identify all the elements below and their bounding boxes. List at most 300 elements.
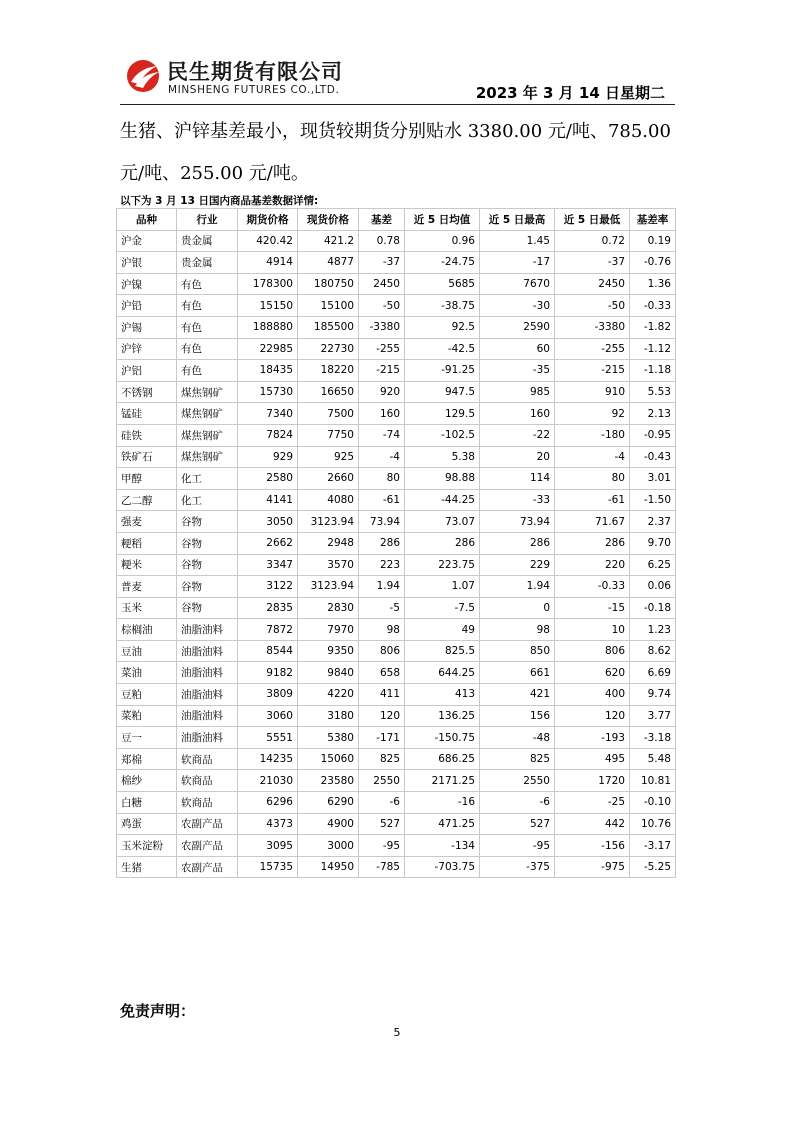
futures-price-cell: 2835	[238, 597, 298, 619]
basis-rate-cell: -0.76	[630, 252, 676, 274]
variety-cell: 沪银	[117, 252, 177, 274]
variety-cell: 沪铅	[117, 295, 177, 317]
futures-price-cell: 929	[238, 446, 298, 468]
basis-rate-cell: 0.19	[630, 230, 676, 252]
low5-cell: 2450	[555, 273, 630, 295]
basis-rate-cell: 1.23	[630, 619, 676, 641]
basis-cell: 527	[359, 813, 405, 835]
basis-cell: -255	[359, 338, 405, 360]
high5-cell: -6	[480, 792, 555, 814]
futures-price-cell: 3347	[238, 554, 298, 576]
high5-cell: 985	[480, 381, 555, 403]
spot-price-cell: 4900	[298, 813, 359, 835]
low5-cell: 0.72	[555, 230, 630, 252]
variety-cell: 玉米淀粉	[117, 835, 177, 857]
basis-cell: -50	[359, 295, 405, 317]
industry-cell: 油脂油料	[177, 705, 238, 727]
futures-price-cell: 7824	[238, 424, 298, 446]
basis-rate-cell: 2.37	[630, 511, 676, 533]
variety-cell: 菜粕	[117, 705, 177, 727]
industry-cell: 贵金属	[177, 252, 238, 274]
low5-cell: -180	[555, 424, 630, 446]
high5-cell: 850	[480, 640, 555, 662]
industry-cell: 谷物	[177, 576, 238, 598]
spot-price-cell: 3000	[298, 835, 359, 857]
futures-price-cell: 2580	[238, 468, 298, 490]
low5-cell: -156	[555, 835, 630, 857]
avg5-cell: 223.75	[405, 554, 480, 576]
table-row	[117, 619, 676, 641]
low5-cell: -3380	[555, 316, 630, 338]
high5-cell: -22	[480, 424, 555, 446]
basis-cell: -3380	[359, 316, 405, 338]
high5-cell: 229	[480, 554, 555, 576]
basis-cell: -61	[359, 489, 405, 511]
table-row	[117, 597, 676, 619]
variety-cell: 豆一	[117, 727, 177, 749]
high5-cell: 825	[480, 748, 555, 770]
spot-price-cell: 15060	[298, 748, 359, 770]
basis-cell: -171	[359, 727, 405, 749]
table-row	[117, 252, 676, 274]
avg5-cell: 947.5	[405, 381, 480, 403]
low5-cell: 442	[555, 813, 630, 835]
basis-rate-cell: -0.95	[630, 424, 676, 446]
spot-price-cell: 23580	[298, 770, 359, 792]
basis-cell: 825	[359, 748, 405, 770]
logo-text-en: MINSHENG FUTURES CO.,LTD.	[168, 84, 340, 96]
basis-rate-cell: -0.43	[630, 446, 676, 468]
avg5-cell: 92.5	[405, 316, 480, 338]
variety-cell: 硅铁	[117, 424, 177, 446]
avg5-cell: -91.25	[405, 360, 480, 382]
basis-cell: 806	[359, 640, 405, 662]
basis-rate-cell: -1.12	[630, 338, 676, 360]
industry-cell: 农副产品	[177, 835, 238, 857]
variety-cell: 粳米	[117, 554, 177, 576]
basis-cell: 286	[359, 532, 405, 554]
low5-cell: 910	[555, 381, 630, 403]
avg5-cell: -703.75	[405, 856, 480, 878]
basis-cell: 2550	[359, 770, 405, 792]
industry-cell: 有色	[177, 295, 238, 317]
futures-price-cell: 9182	[238, 662, 298, 684]
low5-cell: 120	[555, 705, 630, 727]
basis-cell: 160	[359, 403, 405, 425]
header-5day-high: 近 5 日最高	[480, 209, 555, 231]
futures-price-cell: 15735	[238, 856, 298, 878]
company-logo	[125, 56, 375, 100]
futures-price-cell: 4914	[238, 252, 298, 274]
low5-cell: -193	[555, 727, 630, 749]
variety-cell: 沪金	[117, 230, 177, 252]
high5-cell: 114	[480, 468, 555, 490]
variety-cell: 强麦	[117, 511, 177, 533]
basis-cell: -37	[359, 252, 405, 274]
variety-cell: 锰硅	[117, 403, 177, 425]
low5-cell: 71.67	[555, 511, 630, 533]
basis-cell: -6	[359, 792, 405, 814]
high5-cell: 20	[480, 446, 555, 468]
basis-cell: -4	[359, 446, 405, 468]
low5-cell: -25	[555, 792, 630, 814]
spot-price-cell: 2830	[298, 597, 359, 619]
avg5-cell: -16	[405, 792, 480, 814]
variety-cell: 豆油	[117, 640, 177, 662]
high5-cell: 7670	[480, 273, 555, 295]
high5-cell: 2590	[480, 316, 555, 338]
page-header	[120, 56, 675, 105]
table-row	[117, 835, 676, 857]
low5-cell: -215	[555, 360, 630, 382]
basis-cell: 411	[359, 684, 405, 706]
table-row	[117, 662, 676, 684]
header-futures-price: 期货价格	[238, 209, 298, 231]
avg5-cell: 686.25	[405, 748, 480, 770]
variety-cell: 不锈钢	[117, 381, 177, 403]
header-5day-avg: 近 5 日均值	[405, 209, 480, 231]
variety-cell: 棉纱	[117, 770, 177, 792]
industry-cell: 农副产品	[177, 813, 238, 835]
avg5-cell: -102.5	[405, 424, 480, 446]
avg5-cell: 2171.25	[405, 770, 480, 792]
basis-rate-cell: 3.01	[630, 468, 676, 490]
avg5-cell: 98.88	[405, 468, 480, 490]
low5-cell: 1720	[555, 770, 630, 792]
table-row	[117, 511, 676, 533]
table-row	[117, 576, 676, 598]
table-row	[117, 856, 676, 878]
avg5-cell: 1.07	[405, 576, 480, 598]
basis-cell: -215	[359, 360, 405, 382]
spot-price-cell: 5380	[298, 727, 359, 749]
avg5-cell: -24.75	[405, 252, 480, 274]
basis-rate-cell: -0.10	[630, 792, 676, 814]
low5-cell: -255	[555, 338, 630, 360]
avg5-cell: -38.75	[405, 295, 480, 317]
table-row	[117, 230, 676, 252]
high5-cell: 286	[480, 532, 555, 554]
table-row	[117, 554, 676, 576]
basis-rate-cell: 1.36	[630, 273, 676, 295]
basis-rate-cell: 5.48	[630, 748, 676, 770]
basis-cell: -5	[359, 597, 405, 619]
spot-price-cell: 7970	[298, 619, 359, 641]
high5-cell: 661	[480, 662, 555, 684]
avg5-cell: 825.5	[405, 640, 480, 662]
variety-cell: 郑棉	[117, 748, 177, 770]
table-row	[117, 360, 676, 382]
industry-cell: 化工	[177, 489, 238, 511]
futures-price-cell: 3095	[238, 835, 298, 857]
industry-cell: 油脂油料	[177, 684, 238, 706]
table-body	[117, 230, 676, 878]
basis-rate-cell: 6.25	[630, 554, 676, 576]
intro-paragraph	[120, 111, 680, 195]
industry-cell: 有色	[177, 338, 238, 360]
basis-cell: 223	[359, 554, 405, 576]
variety-cell: 白糖	[117, 792, 177, 814]
low5-cell: 80	[555, 468, 630, 490]
table-row	[117, 381, 676, 403]
high5-cell: 1.94	[480, 576, 555, 598]
futures-price-cell: 420.42	[238, 230, 298, 252]
high5-cell: -48	[480, 727, 555, 749]
basis-rate-cell: -5.25	[630, 856, 676, 878]
disclaimer-heading: 免责声明：	[120, 1002, 196, 1020]
basis-rate-cell: 0.06	[630, 576, 676, 598]
futures-price-cell: 2662	[238, 532, 298, 554]
futures-price-cell: 4141	[238, 489, 298, 511]
avg5-cell: 5.38	[405, 446, 480, 468]
low5-cell: 220	[555, 554, 630, 576]
avg5-cell: 136.25	[405, 705, 480, 727]
futures-price-cell: 15730	[238, 381, 298, 403]
table-row	[117, 684, 676, 706]
basis-rate-cell: 6.69	[630, 662, 676, 684]
basis-cell: -785	[359, 856, 405, 878]
intro-line-1: 生猪、沪锌基差最小，现货较期货分别贴水 3380.00 元/吨、785.00	[120, 121, 671, 142]
table-row	[117, 727, 676, 749]
basis-rate-cell: 9.74	[630, 684, 676, 706]
avg5-cell: -150.75	[405, 727, 480, 749]
spot-price-cell: 4080	[298, 489, 359, 511]
table-row	[117, 748, 676, 770]
futures-price-cell: 21030	[238, 770, 298, 792]
page-number: 5	[393, 1026, 401, 1039]
avg5-cell: -44.25	[405, 489, 480, 511]
spot-price-cell: 3123.94	[298, 511, 359, 533]
spot-price-cell: 15100	[298, 295, 359, 317]
basis-cell: 920	[359, 381, 405, 403]
variety-cell: 铁矿石	[117, 446, 177, 468]
low5-cell: 92	[555, 403, 630, 425]
industry-cell: 油脂油料	[177, 727, 238, 749]
high5-cell: 156	[480, 705, 555, 727]
high5-cell: 73.94	[480, 511, 555, 533]
header-basis-rate: 基差率	[630, 209, 676, 231]
high5-cell: -95	[480, 835, 555, 857]
variety-cell: 棕榈油	[117, 619, 177, 641]
high5-cell: 527	[480, 813, 555, 835]
header-spot-price: 现货价格	[298, 209, 359, 231]
industry-cell: 谷物	[177, 554, 238, 576]
variety-cell: 沪锌	[117, 338, 177, 360]
futures-price-cell: 5551	[238, 727, 298, 749]
header-variety: 品种	[117, 209, 177, 231]
industry-cell: 化工	[177, 468, 238, 490]
table-row	[117, 295, 676, 317]
futures-price-cell: 6296	[238, 792, 298, 814]
industry-cell: 谷物	[177, 511, 238, 533]
futures-price-cell: 22985	[238, 338, 298, 360]
futures-price-cell: 3050	[238, 511, 298, 533]
spot-price-cell: 9840	[298, 662, 359, 684]
low5-cell: -50	[555, 295, 630, 317]
table-row	[117, 640, 676, 662]
basis-rate-cell: -3.18	[630, 727, 676, 749]
avg5-cell: 286	[405, 532, 480, 554]
low5-cell: 495	[555, 748, 630, 770]
high5-cell: 0	[480, 597, 555, 619]
basis-cell: -95	[359, 835, 405, 857]
industry-cell: 油脂油料	[177, 640, 238, 662]
table-row	[117, 813, 676, 835]
industry-cell: 煤焦钢矿	[177, 403, 238, 425]
basis-cell: 73.94	[359, 511, 405, 533]
table-row	[117, 338, 676, 360]
table-row	[117, 532, 676, 554]
basis-rate-cell: 5.53	[630, 381, 676, 403]
high5-cell: 98	[480, 619, 555, 641]
variety-cell: 玉米	[117, 597, 177, 619]
spot-price-cell: 3180	[298, 705, 359, 727]
low5-cell: 286	[555, 532, 630, 554]
header-basis: 基差	[359, 209, 405, 231]
industry-cell: 油脂油料	[177, 619, 238, 641]
spot-price-cell: 2948	[298, 532, 359, 554]
futures-price-cell: 3809	[238, 684, 298, 706]
basis-cell: 80	[359, 468, 405, 490]
avg5-cell: 73.07	[405, 511, 480, 533]
table-header-row	[117, 209, 676, 231]
basis-rate-cell: -1.82	[630, 316, 676, 338]
basis-rate-cell: 10.81	[630, 770, 676, 792]
basis-cell: 120	[359, 705, 405, 727]
industry-cell: 煤焦钢矿	[177, 424, 238, 446]
avg5-cell: -7.5	[405, 597, 480, 619]
spot-price-cell: 4220	[298, 684, 359, 706]
intro-line-2: 元/吨、255.00 元/吨。	[120, 163, 309, 184]
futures-price-cell: 4373	[238, 813, 298, 835]
industry-cell: 有色	[177, 360, 238, 382]
spot-price-cell: 421.2	[298, 230, 359, 252]
basis-rate-cell: -1.50	[630, 489, 676, 511]
spot-price-cell: 7500	[298, 403, 359, 425]
basis-rate-cell: 10.76	[630, 813, 676, 835]
futures-price-cell: 7340	[238, 403, 298, 425]
header-5day-low: 近 5 日最低	[555, 209, 630, 231]
variety-cell: 沪锡	[117, 316, 177, 338]
variety-cell: 普麦	[117, 576, 177, 598]
variety-cell: 乙二醇	[117, 489, 177, 511]
industry-cell: 煤焦钢矿	[177, 446, 238, 468]
low5-cell: 806	[555, 640, 630, 662]
header-industry: 行业	[177, 209, 238, 231]
basis-cell: -74	[359, 424, 405, 446]
low5-cell: -4	[555, 446, 630, 468]
variety-cell: 甲醇	[117, 468, 177, 490]
basis-rate-cell: -0.33	[630, 295, 676, 317]
basis-rate-cell: -1.18	[630, 360, 676, 382]
basis-rate-cell: 9.70	[630, 532, 676, 554]
high5-cell: 60	[480, 338, 555, 360]
table-row	[117, 403, 676, 425]
variety-cell: 生猪	[117, 856, 177, 878]
avg5-cell: 471.25	[405, 813, 480, 835]
high5-cell: 1.45	[480, 230, 555, 252]
spot-price-cell: 22730	[298, 338, 359, 360]
futures-price-cell: 15150	[238, 295, 298, 317]
industry-cell: 有色	[177, 273, 238, 295]
spot-price-cell: 18220	[298, 360, 359, 382]
industry-cell: 贵金属	[177, 230, 238, 252]
variety-cell: 菜油	[117, 662, 177, 684]
spot-price-cell: 3123.94	[298, 576, 359, 598]
industry-cell: 有色	[177, 316, 238, 338]
high5-cell: 2550	[480, 770, 555, 792]
avg5-cell: -134	[405, 835, 480, 857]
industry-cell: 软商品	[177, 770, 238, 792]
spot-price-cell: 925	[298, 446, 359, 468]
high5-cell: -35	[480, 360, 555, 382]
table-row	[117, 489, 676, 511]
avg5-cell: 129.5	[405, 403, 480, 425]
high5-cell: 160	[480, 403, 555, 425]
spot-price-cell: 9350	[298, 640, 359, 662]
table-row	[117, 424, 676, 446]
basis-cell: 1.94	[359, 576, 405, 598]
high5-cell: -30	[480, 295, 555, 317]
basis-rate-cell: -3.17	[630, 835, 676, 857]
low5-cell: -15	[555, 597, 630, 619]
low5-cell: -37	[555, 252, 630, 274]
low5-cell: -0.33	[555, 576, 630, 598]
futures-price-cell: 7872	[238, 619, 298, 641]
spot-price-cell: 16650	[298, 381, 359, 403]
futures-price-cell: 14235	[238, 748, 298, 770]
spot-price-cell: 185500	[298, 316, 359, 338]
low5-cell: -975	[555, 856, 630, 878]
report-date: 2023 年 3 月 14 日星期二	[475, 84, 665, 102]
table-row	[117, 705, 676, 727]
table-row	[117, 792, 676, 814]
spot-price-cell: 7750	[298, 424, 359, 446]
table-row	[117, 273, 676, 295]
spot-price-cell: 4877	[298, 252, 359, 274]
avg5-cell: 5685	[405, 273, 480, 295]
spot-price-cell: 3570	[298, 554, 359, 576]
industry-cell: 煤焦钢矿	[177, 381, 238, 403]
avg5-cell: 49	[405, 619, 480, 641]
industry-cell: 谷物	[177, 597, 238, 619]
industry-cell: 软商品	[177, 748, 238, 770]
industry-cell: 农副产品	[177, 856, 238, 878]
variety-cell: 粳稻	[117, 532, 177, 554]
table-caption: 以下为 3 月 13 日国内商品基差数据详情:	[120, 195, 319, 207]
low5-cell: 10	[555, 619, 630, 641]
futures-price-cell: 3060	[238, 705, 298, 727]
logo-emblem-icon	[125, 58, 163, 94]
futures-price-cell: 188880	[238, 316, 298, 338]
spot-price-cell: 14950	[298, 856, 359, 878]
low5-cell: 620	[555, 662, 630, 684]
futures-price-cell: 178300	[238, 273, 298, 295]
basis-cell: 2450	[359, 273, 405, 295]
variety-cell: 豆粕	[117, 684, 177, 706]
basis-rate-cell: 2.13	[630, 403, 676, 425]
industry-cell: 软商品	[177, 792, 238, 814]
variety-cell: 沪镍	[117, 273, 177, 295]
high5-cell: -17	[480, 252, 555, 274]
variety-cell: 沪铝	[117, 360, 177, 382]
avg5-cell: 413	[405, 684, 480, 706]
variety-cell: 鸡蛋	[117, 813, 177, 835]
low5-cell: -61	[555, 489, 630, 511]
futures-price-cell: 3122	[238, 576, 298, 598]
basis-rate-cell: 8.62	[630, 640, 676, 662]
high5-cell: -375	[480, 856, 555, 878]
